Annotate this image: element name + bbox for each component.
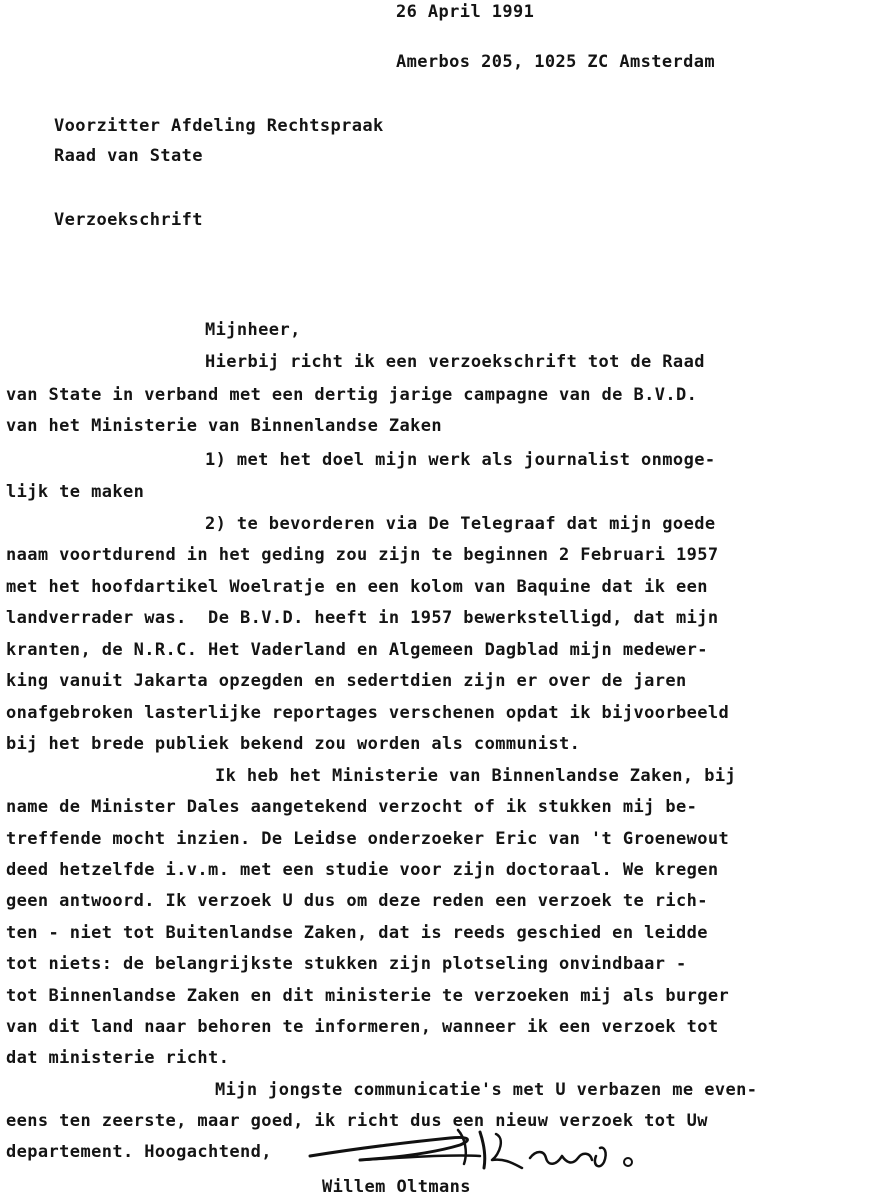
body-line: eens ten zeerste, maar goed, ik richt dus een nieuw verzoek tot Uw [6, 1111, 708, 1131]
body-line: treffende mocht inzien. De Leidse onderzoeker Eric van 't Groenewout [6, 829, 730, 849]
body-line: king vanuit Jakarta opzegden en sedertdien zijn er over de jaren [6, 671, 687, 691]
body-line: Mijn jongste communicatie's met U verbazen me even- [215, 1080, 758, 1100]
body-line: geen antwoord. Ik verzoek U dus om deze reden een verzoek te rich- [6, 891, 708, 911]
body-line: Ik heb het Ministerie van Binnenlandse Zaken, bij [215, 766, 737, 786]
body-line: ten - niet tot Buitenlandse Zaken, dat is reeds geschied en leidde [6, 923, 708, 943]
recipient-line: Voorzitter Afdeling Rechtspraak [54, 116, 384, 136]
signature-name: Willem Oltmans [322, 1177, 471, 1197]
body-line: bij het brede publiek bekend zou worden als communist. [6, 734, 581, 754]
body-line: tot niets: de belangrijkste stukken zijn plotseling onvindbaar - [6, 954, 687, 974]
body-line: Hierbij richt ik een verzoekschrift tot de Raad [205, 352, 705, 372]
body-line: met het hoofdartikel Woelratje en een kolom van Baquine dat ik een [6, 577, 708, 597]
body-line: van dit land naar behoren te informeren, wanneer ik een verzoek tot [6, 1017, 719, 1037]
body-line: lijk te maken [6, 482, 145, 502]
body-line: deed hetzelfde i.v.m. met een studie voor zijn doctoraal. We kregen [6, 860, 719, 880]
subject-line: Verzoekschrift [54, 210, 203, 230]
body-line: 1) met het doel mijn werk als journalist onmoge- [205, 450, 716, 470]
body-line: departement. Hoogachtend, [6, 1142, 272, 1162]
body-line: van State in verband met een dertig jarige campagne van de B.V.D. [6, 385, 698, 405]
sender-address: Amerbos 205, 1025 ZC Amsterdam [396, 52, 716, 72]
recipient-line: Raad van State [54, 146, 203, 166]
body-line: name de Minister Dales aangetekend verzocht of ik stukken mij be- [6, 797, 698, 817]
body-line: kranten, de N.R.C. Het Vaderland en Algemeen Dagblad mijn medewer- [6, 640, 708, 660]
body-line: tot Binnenlandse Zaken en dit ministerie te verzoeken mij als burger [6, 986, 730, 1006]
letter-date: 26 April 1991 [396, 2, 535, 22]
body-line: naam voortdurend in het geding zou zijn te beginnen 2 Februari 1957 [6, 545, 719, 565]
body-line: van het Ministerie van Binnenlandse Zaken [6, 416, 443, 436]
body-line: onafgebroken lasterlijke reportages verschenen opdat ik bijvoorbeeld [6, 703, 730, 723]
body-line: landverrader was. De B.V.D. heeft in 1957 bewerkstelligd, dat mijn [6, 608, 719, 628]
body-line: dat ministerie richt. [6, 1048, 230, 1068]
body-line: 2) te bevorderen via De Telegraaf dat mijn goede [205, 514, 716, 534]
salutation: Mijnheer, [205, 320, 301, 340]
